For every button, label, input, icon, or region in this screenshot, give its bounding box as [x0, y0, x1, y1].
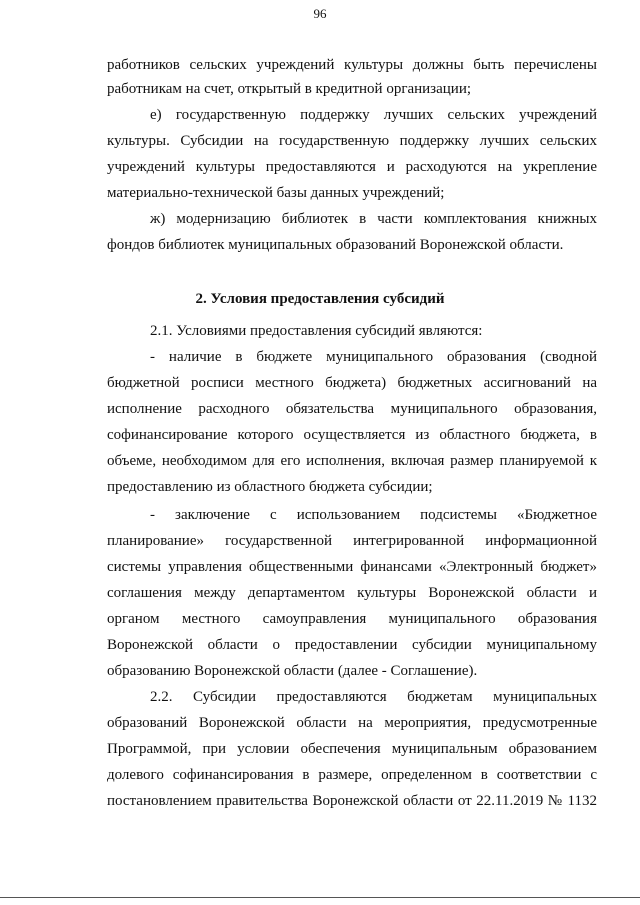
list-item-zh: ж) модернизацию библиотек в части комплектования книжных: [150, 211, 597, 227]
text-line: Программой, при условии обеспечения муниципальным образованием: [107, 741, 597, 757]
bullet-item: - заключение с использованием подсистемы «Бюджетное: [150, 507, 597, 523]
clause-2-2: 2.2. Субсидии предоставляются бюджетам муниципальных: [150, 689, 597, 705]
text-line: системы управления общественными финансами «Электронный бюджет»: [107, 559, 597, 575]
page-number: 96: [313, 6, 327, 21]
text-line: соглашения между департаментом культуры Воронежской области и: [107, 585, 597, 601]
text-line: органом местного самоуправления муниципального образования: [107, 611, 597, 627]
text-line: работникам на счет, открытый в кредитной организации;: [107, 81, 472, 97]
text-line: материально-технической базы данных учреждений;: [107, 185, 445, 201]
text-line: культуры. Субсидии на государственную поддержку лучших сельских: [107, 133, 597, 149]
text-line: Воронежской области о предоставлении субсидии муниципальному: [107, 637, 597, 653]
text-line: объеме, необходимом для его исполнения, включая размер планируемой к: [107, 453, 597, 469]
list-item-e: е) государственную поддержку лучших сельских учреждений: [150, 107, 597, 123]
clause-2-1: 2.1. Условиями предоставления субсидий являются:: [150, 323, 483, 339]
text-line: учреждений культуры предоставляются и расходуются на укрепление: [107, 159, 597, 175]
text-line: предоставлению из областного бюджета субсидии;: [107, 479, 433, 495]
text-line: долевого софинансирования в размере, определенном в соответствии с: [107, 767, 597, 783]
section-heading: 2. Условия предоставления субсидий: [195, 291, 445, 307]
text-line: планирование» государственной интегрированной информационной: [107, 533, 597, 549]
text-line: бюджетной росписи местного бюджета) бюджетных ассигнований на: [107, 375, 597, 391]
text-line: исполнение расходного обязательства муниципального образования,: [107, 401, 597, 417]
text-line: работников сельских учреждений культуры должны быть перечислены: [107, 57, 597, 73]
text-line: софинансирование которого осуществляется из областного бюджета, в: [107, 427, 597, 443]
text-line: образованию Воронежской области (далее - Соглашение).: [107, 663, 478, 679]
text-line: постановлением правительства Воронежской области от 22.11.2019 № 1132: [107, 793, 597, 809]
footer-rule: [0, 897, 640, 898]
text-line: фондов библиотек муниципальных образований Воронежской области.: [107, 237, 564, 253]
text-line: образований Воронежской области на мероприятия, предусмотренные: [107, 715, 597, 731]
bullet-item: - наличие в бюджете муниципального образования (сводной: [150, 349, 597, 365]
